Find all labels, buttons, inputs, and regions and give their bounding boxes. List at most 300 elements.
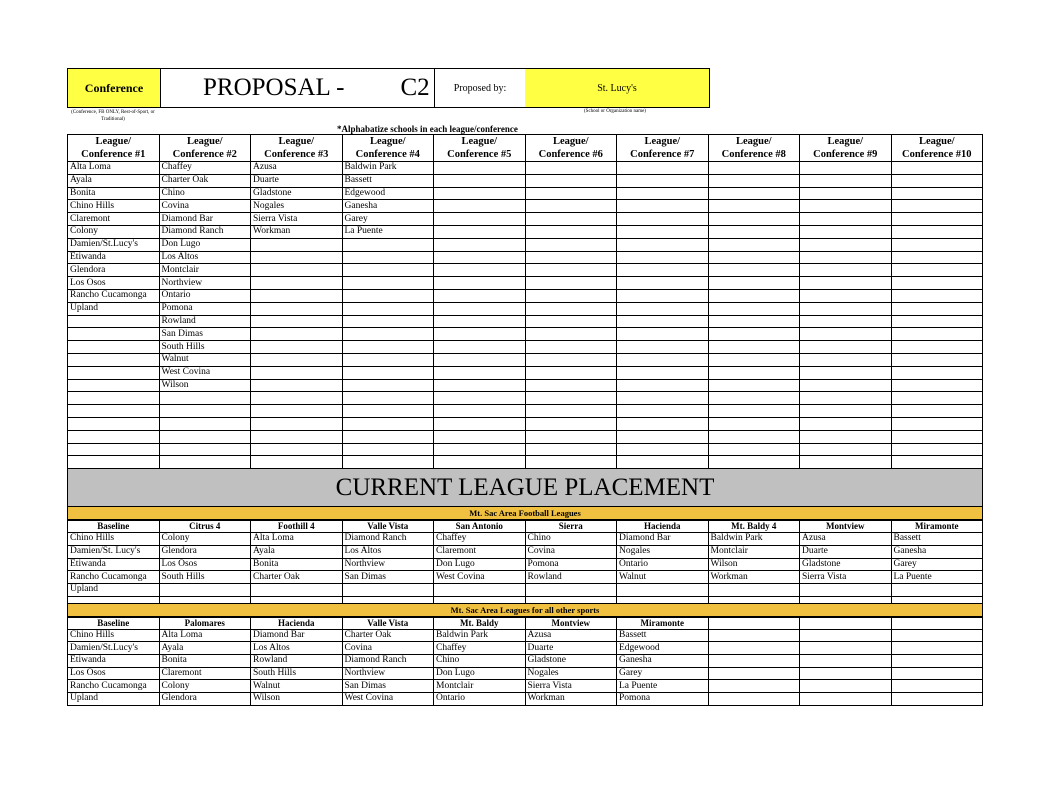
table-cell[interactable]: [708, 162, 800, 175]
table-cell[interactable]: Covina: [342, 642, 434, 655]
column-header[interactable]: Miramonte: [891, 521, 983, 533]
table-cell[interactable]: Claremont: [434, 545, 526, 558]
table-cell[interactable]: [342, 289, 434, 302]
table-cell[interactable]: [159, 417, 251, 430]
table-cell[interactable]: [342, 315, 434, 328]
table-cell[interactable]: [342, 251, 434, 264]
table-cell[interactable]: [434, 277, 526, 290]
table-cell[interactable]: Colony: [159, 680, 251, 693]
table-cell[interactable]: [708, 213, 800, 226]
table-cell[interactable]: [891, 251, 983, 264]
table-cell[interactable]: [525, 187, 617, 200]
table-cell[interactable]: Walnut: [617, 571, 709, 584]
table-cell[interactable]: [891, 238, 983, 251]
table-cell[interactable]: [800, 341, 892, 354]
table-cell[interactable]: [342, 238, 434, 251]
table-cell[interactable]: [159, 392, 251, 405]
table-cell[interactable]: [800, 353, 892, 366]
table-cell[interactable]: [891, 654, 983, 667]
table-cell[interactable]: Azusa: [800, 533, 892, 546]
table-cell[interactable]: [800, 417, 892, 430]
table-cell[interactable]: [342, 443, 434, 456]
table-cell[interactable]: [434, 341, 526, 354]
table-cell[interactable]: Sierra Vista: [525, 680, 617, 693]
table-cell[interactable]: [68, 328, 160, 341]
table-cell[interactable]: [434, 430, 526, 443]
table-cell[interactable]: La Puente: [342, 225, 434, 238]
table-cell[interactable]: [525, 328, 617, 341]
table-cell[interactable]: [525, 213, 617, 226]
table-cell[interactable]: [525, 443, 617, 456]
table-cell[interactable]: [159, 443, 251, 456]
table-cell[interactable]: Montclair: [159, 264, 251, 277]
table-cell[interactable]: Nogales: [251, 200, 343, 213]
table-cell[interactable]: Los Osos: [68, 277, 160, 290]
table-cell[interactable]: Chino: [525, 533, 617, 546]
table-cell[interactable]: Etiwanda: [68, 251, 160, 264]
table-cell[interactable]: Rowland: [251, 654, 343, 667]
table-cell[interactable]: [434, 392, 526, 405]
table-cell[interactable]: [617, 174, 709, 187]
table-cell[interactable]: [617, 392, 709, 405]
table-cell[interactable]: Ayala: [251, 545, 343, 558]
column-header[interactable]: League/ Conference #6: [525, 135, 617, 162]
table-cell[interactable]: Los Altos: [251, 642, 343, 655]
table-cell[interactable]: Rancho Cucamonga: [68, 289, 160, 302]
table-cell[interactable]: Bonita: [68, 187, 160, 200]
table-cell[interactable]: Pomona: [525, 558, 617, 571]
table-cell[interactable]: [525, 289, 617, 302]
table-cell[interactable]: [68, 379, 160, 392]
table-cell[interactable]: [800, 456, 892, 469]
table-cell[interactable]: [891, 596, 983, 603]
column-header[interactable]: Citrus 4: [159, 521, 251, 533]
table-cell[interactable]: South Hills: [159, 341, 251, 354]
table-cell[interactable]: San Dimas: [342, 680, 434, 693]
column-header[interactable]: Montview: [525, 617, 617, 629]
table-cell[interactable]: [891, 693, 983, 706]
table-cell[interactable]: Bonita: [159, 654, 251, 667]
table-cell[interactable]: La Puente: [617, 680, 709, 693]
table-cell[interactable]: [708, 596, 800, 603]
table-cell[interactable]: [434, 328, 526, 341]
table-cell[interactable]: Duarte: [800, 545, 892, 558]
table-cell[interactable]: Chaffey: [159, 162, 251, 175]
table-cell[interactable]: [800, 405, 892, 418]
table-cell[interactable]: [342, 366, 434, 379]
table-cell[interactable]: [891, 341, 983, 354]
table-cell[interactable]: [342, 328, 434, 341]
table-cell[interactable]: Bassett: [617, 629, 709, 642]
table-cell[interactable]: [800, 328, 892, 341]
table-cell[interactable]: Northview: [342, 667, 434, 680]
table-cell[interactable]: [159, 405, 251, 418]
table-cell[interactable]: Ayala: [68, 174, 160, 187]
table-cell[interactable]: [800, 174, 892, 187]
table-cell[interactable]: [434, 187, 526, 200]
table-cell[interactable]: [525, 225, 617, 238]
table-cell[interactable]: Bassett: [891, 533, 983, 546]
table-cell[interactable]: [251, 392, 343, 405]
table-cell[interactable]: [68, 315, 160, 328]
column-header[interactable]: Baseline: [68, 521, 160, 533]
table-cell[interactable]: [434, 405, 526, 418]
table-cell[interactable]: [251, 430, 343, 443]
table-cell[interactable]: [800, 667, 892, 680]
table-cell[interactable]: [68, 456, 160, 469]
column-header[interactable]: Baseline: [68, 617, 160, 629]
table-cell[interactable]: Ontario: [434, 693, 526, 706]
table-cell[interactable]: [708, 405, 800, 418]
table-cell[interactable]: [800, 443, 892, 456]
table-cell[interactable]: San Dimas: [342, 571, 434, 584]
table-cell[interactable]: [891, 162, 983, 175]
table-cell[interactable]: [800, 200, 892, 213]
table-cell[interactable]: [617, 302, 709, 315]
table-cell[interactable]: Nogales: [617, 545, 709, 558]
table-cell[interactable]: [617, 289, 709, 302]
table-cell[interactable]: Azusa: [525, 629, 617, 642]
table-cell[interactable]: [525, 379, 617, 392]
table-cell[interactable]: [800, 629, 892, 642]
table-cell[interactable]: [251, 341, 343, 354]
table-cell[interactable]: Workman: [251, 225, 343, 238]
table-cell[interactable]: [342, 417, 434, 430]
table-cell[interactable]: [800, 379, 892, 392]
table-cell[interactable]: [251, 302, 343, 315]
table-cell[interactable]: [525, 315, 617, 328]
table-cell[interactable]: [800, 315, 892, 328]
table-cell[interactable]: West Covina: [342, 693, 434, 706]
table-cell[interactable]: [342, 583, 434, 596]
table-cell[interactable]: [617, 366, 709, 379]
column-header[interactable]: League/ Conference #2: [159, 135, 251, 162]
table-cell[interactable]: [68, 443, 160, 456]
table-cell[interactable]: Edgewood: [342, 187, 434, 200]
table-cell[interactable]: Upland: [68, 583, 160, 596]
column-header[interactable]: Montview: [800, 521, 892, 533]
table-cell[interactable]: Pomona: [159, 302, 251, 315]
table-cell[interactable]: [800, 302, 892, 315]
table-cell[interactable]: [251, 417, 343, 430]
table-cell[interactable]: Colony: [68, 225, 160, 238]
table-cell[interactable]: [800, 277, 892, 290]
column-header[interactable]: Mt. Baldy: [434, 617, 526, 629]
table-cell[interactable]: La Puente: [891, 571, 983, 584]
table-cell[interactable]: [891, 315, 983, 328]
table-cell[interactable]: [891, 456, 983, 469]
column-header[interactable]: Hacienda: [251, 617, 343, 629]
table-cell[interactable]: Chino: [434, 654, 526, 667]
table-cell[interactable]: [617, 225, 709, 238]
table-cell[interactable]: [617, 315, 709, 328]
column-header[interactable]: Valle Vista: [342, 617, 434, 629]
table-cell[interactable]: Etiwanda: [68, 654, 160, 667]
table-cell[interactable]: [708, 302, 800, 315]
table-cell[interactable]: [617, 583, 709, 596]
table-cell[interactable]: [617, 341, 709, 354]
table-cell[interactable]: [525, 238, 617, 251]
column-header[interactable]: [800, 617, 892, 629]
proposal-title-cell[interactable]: [161, 69, 435, 107]
table-cell[interactable]: [525, 366, 617, 379]
table-cell[interactable]: [891, 629, 983, 642]
table-cell[interactable]: [525, 417, 617, 430]
column-header[interactable]: Valle Vista: [342, 521, 434, 533]
table-cell[interactable]: [434, 417, 526, 430]
table-cell[interactable]: [159, 456, 251, 469]
table-cell[interactable]: [434, 213, 526, 226]
table-cell[interactable]: [800, 187, 892, 200]
table-cell[interactable]: [708, 341, 800, 354]
table-cell[interactable]: [800, 693, 892, 706]
table-cell[interactable]: Charter Oak: [342, 629, 434, 642]
table-cell[interactable]: Ganesha: [342, 200, 434, 213]
table-cell[interactable]: Ganesha: [617, 654, 709, 667]
table-cell[interactable]: [708, 629, 800, 642]
table-cell[interactable]: Upland: [68, 693, 160, 706]
table-cell[interactable]: Rowland: [525, 571, 617, 584]
column-header[interactable]: League/ Conference #4: [342, 135, 434, 162]
table-cell[interactable]: [708, 264, 800, 277]
column-header[interactable]: League/ Conference #9: [800, 135, 892, 162]
table-cell[interactable]: [891, 302, 983, 315]
table-cell[interactable]: [251, 379, 343, 392]
column-header[interactable]: League/ Conference #7: [617, 135, 709, 162]
table-cell[interactable]: [800, 680, 892, 693]
table-cell[interactable]: [525, 277, 617, 290]
table-cell[interactable]: [68, 417, 160, 430]
table-cell[interactable]: [708, 417, 800, 430]
column-header[interactable]: Foothill 4: [251, 521, 343, 533]
table-cell[interactable]: [525, 596, 617, 603]
table-cell[interactable]: Edgewood: [617, 642, 709, 655]
table-cell[interactable]: [891, 667, 983, 680]
table-cell[interactable]: [525, 392, 617, 405]
table-cell[interactable]: [708, 315, 800, 328]
table-cell[interactable]: Colony: [159, 533, 251, 546]
table-cell[interactable]: Ontario: [617, 558, 709, 571]
table-cell[interactable]: West Covina: [159, 366, 251, 379]
table-cell[interactable]: [708, 430, 800, 443]
table-cell[interactable]: [891, 430, 983, 443]
table-cell[interactable]: [708, 583, 800, 596]
table-cell[interactable]: Don Lugo: [434, 558, 526, 571]
table-cell[interactable]: [617, 251, 709, 264]
table-cell[interactable]: Alta Loma: [68, 162, 160, 175]
table-cell[interactable]: Northview: [342, 558, 434, 571]
table-cell[interactable]: [525, 583, 617, 596]
table-cell[interactable]: Chino Hills: [68, 629, 160, 642]
table-cell[interactable]: [342, 596, 434, 603]
table-cell[interactable]: [251, 289, 343, 302]
table-cell[interactable]: [891, 392, 983, 405]
table-cell[interactable]: [159, 430, 251, 443]
table-cell[interactable]: [525, 456, 617, 469]
table-cell[interactable]: [434, 583, 526, 596]
table-cell[interactable]: Duarte: [525, 642, 617, 655]
table-cell[interactable]: [617, 187, 709, 200]
table-cell[interactable]: [525, 302, 617, 315]
table-cell[interactable]: Chaffey: [434, 533, 526, 546]
table-cell[interactable]: Gladstone: [251, 187, 343, 200]
table-cell[interactable]: Alta Loma: [251, 533, 343, 546]
table-cell[interactable]: [891, 328, 983, 341]
table-cell[interactable]: [434, 238, 526, 251]
table-cell[interactable]: [708, 642, 800, 655]
table-cell[interactable]: [434, 379, 526, 392]
table-cell[interactable]: [708, 667, 800, 680]
table-cell[interactable]: [800, 642, 892, 655]
table-cell[interactable]: Ayala: [159, 642, 251, 655]
table-cell[interactable]: Chino: [159, 187, 251, 200]
table-cell[interactable]: [251, 583, 343, 596]
table-cell[interactable]: [800, 162, 892, 175]
table-cell[interactable]: [251, 264, 343, 277]
table-cell[interactable]: [708, 289, 800, 302]
table-cell[interactable]: [891, 277, 983, 290]
table-cell[interactable]: [617, 596, 709, 603]
table-cell[interactable]: Rowland: [159, 315, 251, 328]
table-cell[interactable]: Bonita: [251, 558, 343, 571]
column-header[interactable]: League/ Conference #5: [434, 135, 526, 162]
table-cell[interactable]: [342, 302, 434, 315]
table-cell[interactable]: [434, 315, 526, 328]
table-cell[interactable]: Chaffey: [434, 642, 526, 655]
table-cell[interactable]: San Dimas: [159, 328, 251, 341]
table-cell[interactable]: [617, 379, 709, 392]
table-cell[interactable]: [251, 456, 343, 469]
table-cell[interactable]: Etiwanda: [68, 558, 160, 571]
column-header[interactable]: [891, 617, 983, 629]
table-cell[interactable]: [891, 187, 983, 200]
table-cell[interactable]: [800, 225, 892, 238]
table-cell[interactable]: [68, 341, 160, 354]
table-cell[interactable]: [708, 187, 800, 200]
table-cell[interactable]: [708, 328, 800, 341]
table-cell[interactable]: [342, 379, 434, 392]
table-cell[interactable]: [617, 443, 709, 456]
table-cell[interactable]: Claremont: [68, 213, 160, 226]
table-cell[interactable]: Damien/St.Lucy's: [68, 238, 160, 251]
table-cell[interactable]: Claremont: [159, 667, 251, 680]
column-header[interactable]: Sierra: [525, 521, 617, 533]
table-cell[interactable]: [68, 353, 160, 366]
table-cell[interactable]: [800, 238, 892, 251]
table-cell[interactable]: Walnut: [251, 680, 343, 693]
table-cell[interactable]: [800, 430, 892, 443]
table-cell[interactable]: [891, 264, 983, 277]
table-cell[interactable]: Northview: [159, 277, 251, 290]
table-cell[interactable]: [251, 328, 343, 341]
table-cell[interactable]: Diamond Ranch: [342, 533, 434, 546]
column-header[interactable]: Hacienda: [617, 521, 709, 533]
table-cell[interactable]: [68, 596, 160, 603]
column-header[interactable]: Mt. Baldy 4: [708, 521, 800, 533]
table-cell[interactable]: West Covina: [434, 571, 526, 584]
table-cell[interactable]: [617, 328, 709, 341]
table-cell[interactable]: [434, 174, 526, 187]
table-cell[interactable]: [800, 264, 892, 277]
table-cell[interactable]: [708, 456, 800, 469]
table-cell[interactable]: Diamond Ranch: [159, 225, 251, 238]
table-cell[interactable]: [251, 315, 343, 328]
table-cell[interactable]: [891, 174, 983, 187]
table-cell[interactable]: [251, 443, 343, 456]
table-cell[interactable]: [708, 238, 800, 251]
table-cell[interactable]: [891, 366, 983, 379]
table-cell[interactable]: [342, 353, 434, 366]
table-cell[interactable]: [434, 225, 526, 238]
table-cell[interactable]: Covina: [525, 545, 617, 558]
table-cell[interactable]: Garey: [342, 213, 434, 226]
table-cell[interactable]: [617, 417, 709, 430]
table-cell[interactable]: [434, 353, 526, 366]
table-cell[interactable]: [708, 379, 800, 392]
table-cell[interactable]: [68, 405, 160, 418]
table-cell[interactable]: [708, 200, 800, 213]
table-cell[interactable]: [525, 264, 617, 277]
table-cell[interactable]: [891, 289, 983, 302]
table-cell[interactable]: Chino Hills: [68, 200, 160, 213]
table-cell[interactable]: [525, 353, 617, 366]
column-header[interactable]: Palomares: [159, 617, 251, 629]
table-cell[interactable]: Baldwin Park: [342, 162, 434, 175]
table-cell[interactable]: [800, 251, 892, 264]
table-cell[interactable]: [159, 583, 251, 596]
conference-label-cell[interactable]: Conference: [68, 69, 161, 107]
table-cell[interactable]: [251, 405, 343, 418]
table-cell[interactable]: [891, 443, 983, 456]
table-cell[interactable]: Glendora: [159, 693, 251, 706]
table-cell[interactable]: Diamond Bar: [159, 213, 251, 226]
table-cell[interactable]: [800, 289, 892, 302]
table-cell[interactable]: [708, 251, 800, 264]
table-cell[interactable]: [434, 366, 526, 379]
table-cell[interactable]: [434, 443, 526, 456]
table-cell[interactable]: [891, 642, 983, 655]
table-cell[interactable]: [800, 583, 892, 596]
table-cell[interactable]: Don Lugo: [434, 667, 526, 680]
table-cell[interactable]: Garey: [891, 558, 983, 571]
table-cell[interactable]: [891, 405, 983, 418]
table-cell[interactable]: [800, 654, 892, 667]
table-cell[interactable]: [434, 162, 526, 175]
table-cell[interactable]: [434, 302, 526, 315]
table-cell[interactable]: [708, 654, 800, 667]
table-cell[interactable]: Diamond Bar: [617, 533, 709, 546]
table-cell[interactable]: [434, 289, 526, 302]
table-cell[interactable]: Damien/St.Lucy's: [68, 642, 160, 655]
table-cell[interactable]: [68, 366, 160, 379]
table-cell[interactable]: [434, 251, 526, 264]
table-cell[interactable]: Wilson: [708, 558, 800, 571]
table-cell[interactable]: [251, 277, 343, 290]
table-cell[interactable]: [800, 392, 892, 405]
table-cell[interactable]: [251, 353, 343, 366]
table-cell[interactable]: [708, 353, 800, 366]
table-cell[interactable]: Duarte: [251, 174, 343, 187]
table-cell[interactable]: [800, 596, 892, 603]
proposed-by-value[interactable]: St. Lucy's: [525, 69, 709, 107]
table-cell[interactable]: [434, 264, 526, 277]
table-cell[interactable]: Glendora: [68, 264, 160, 277]
table-cell[interactable]: [708, 277, 800, 290]
column-header[interactable]: League/ Conference #8: [708, 135, 800, 162]
table-cell[interactable]: Workman: [708, 571, 800, 584]
table-cell[interactable]: [617, 213, 709, 226]
table-cell[interactable]: Charter Oak: [159, 174, 251, 187]
